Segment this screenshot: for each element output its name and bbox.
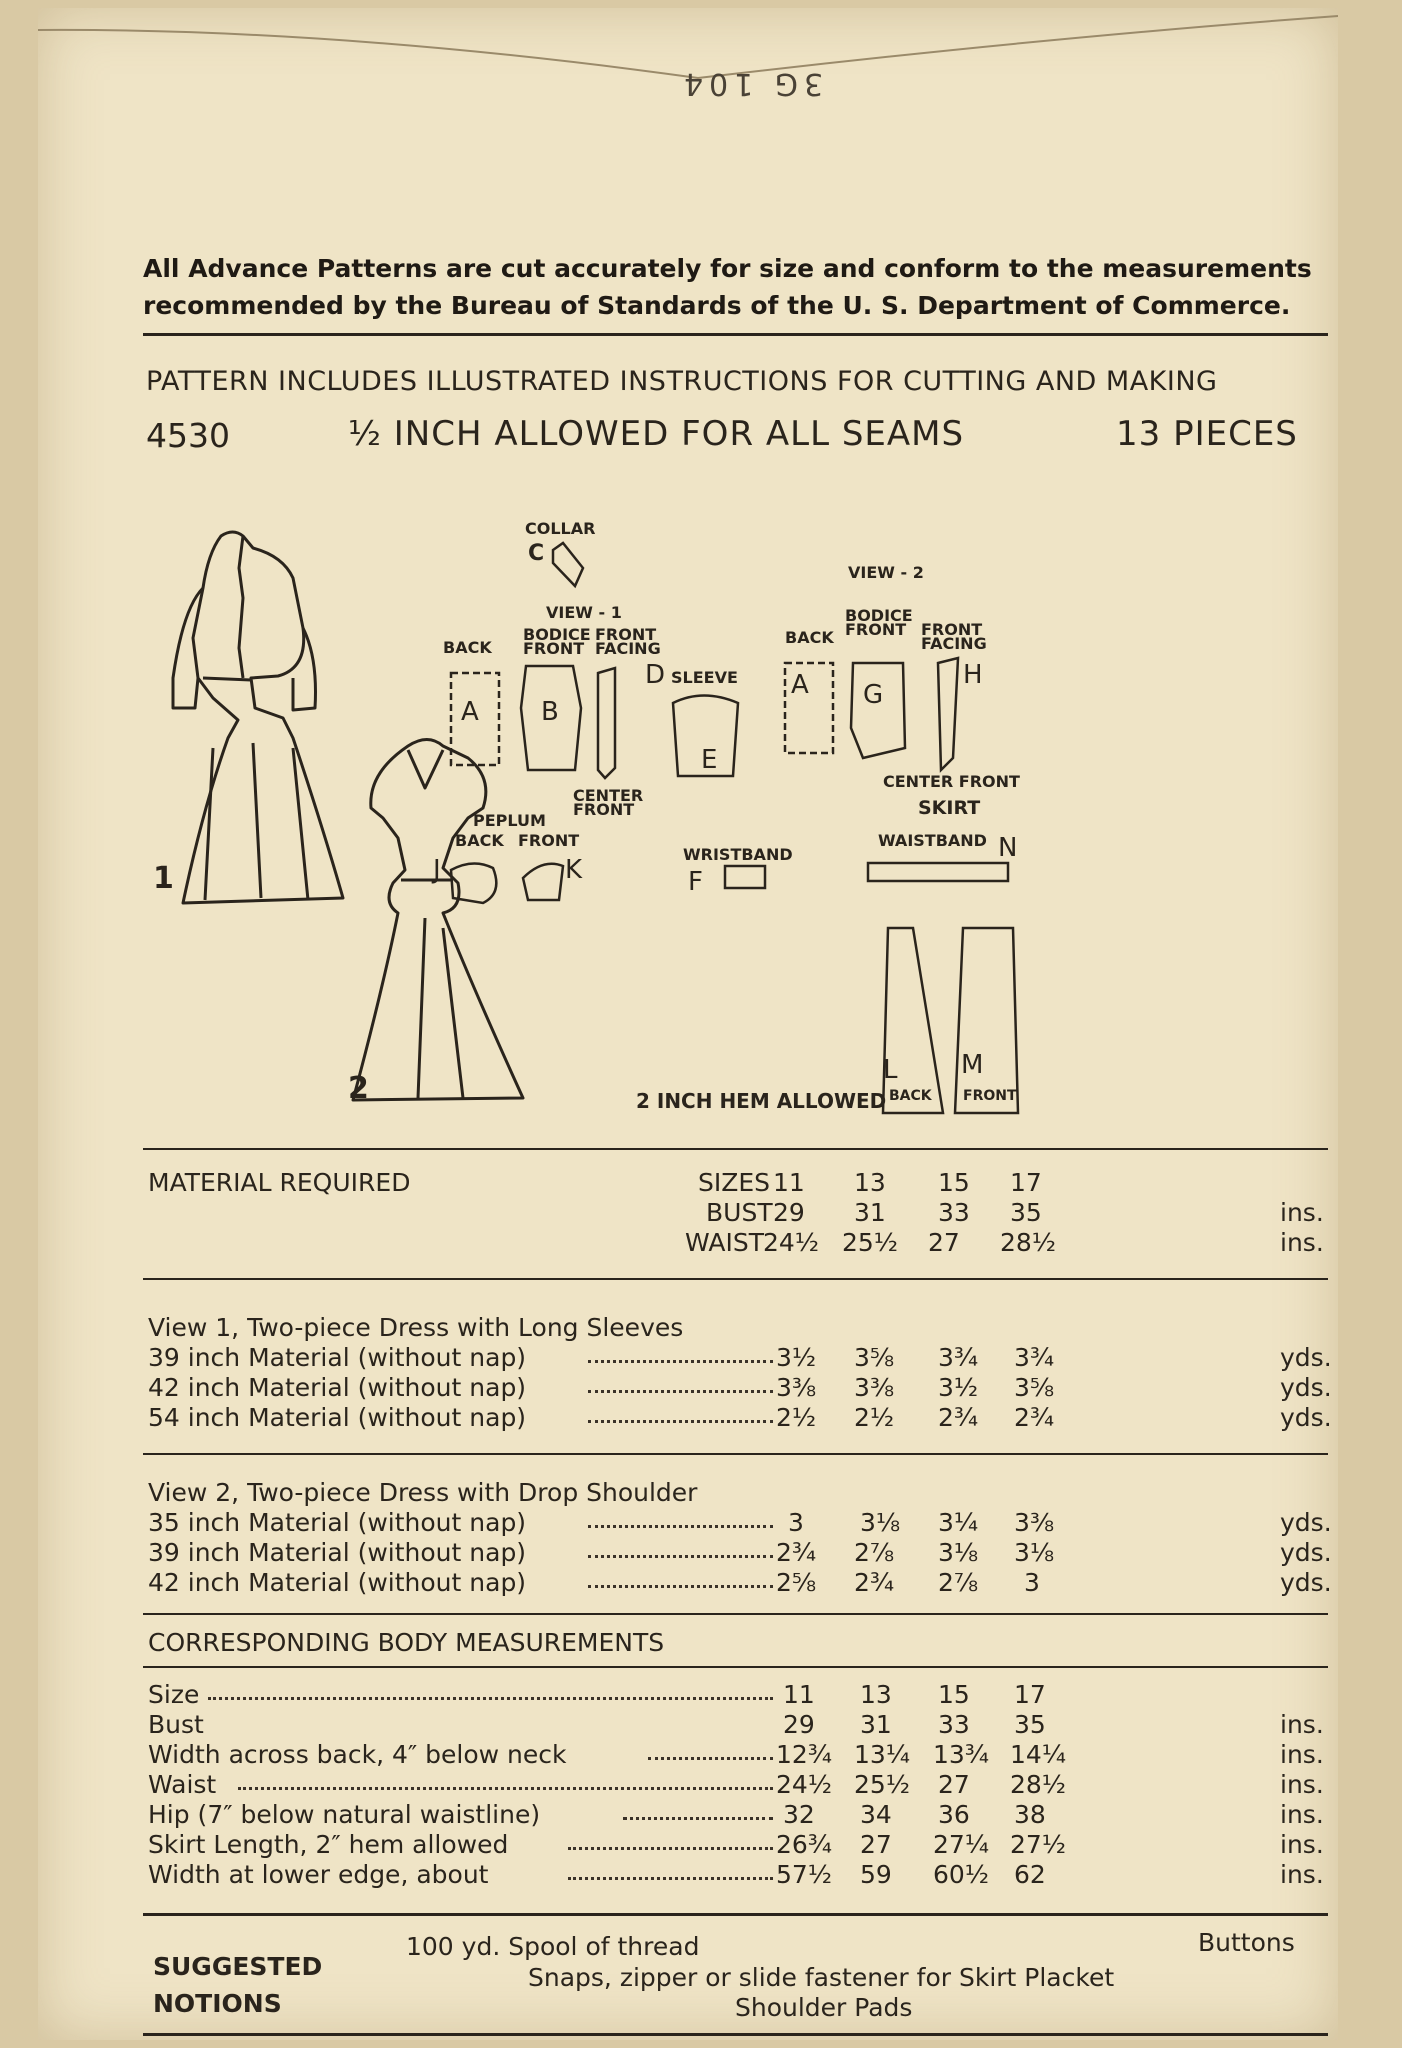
value-cell: 2½ (854, 1403, 895, 1432)
body-row (148, 1830, 1338, 1860)
view-1-label: VIEW - 1 (546, 603, 622, 622)
waist-cell: 24½ (763, 1228, 820, 1257)
peplum-front-label: FRONT (518, 831, 580, 850)
value-cell: 31 (860, 1710, 892, 1739)
view-1-row (148, 1343, 1338, 1373)
row-label: Skirt Length, 2″ hem allowed (148, 1830, 509, 1859)
value-cell: 2⅝ (776, 1568, 817, 1597)
piece-count: 13 PIECES (1116, 414, 1298, 454)
view-2-label: VIEW - 2 (848, 563, 924, 582)
unit: ins. (1280, 1228, 1324, 1257)
value-cell: 27 (860, 1830, 892, 1859)
hem-label: 2 INCH HEM ALLOWED (636, 1089, 887, 1113)
value-cell: 3 (788, 1508, 804, 1537)
divider (143, 1666, 1328, 1668)
peplum-label: PEPLUM (473, 811, 546, 830)
view2-bodice-label: BODICE (845, 606, 913, 625)
standards-statement (143, 250, 1328, 324)
value-cell: 27 (938, 1770, 970, 1799)
body-row (148, 1710, 1338, 1740)
value-cell: 27¼ (933, 1830, 990, 1859)
view1-back-label: BACK (443, 638, 492, 657)
notion-shoulder-pads: Shoulder Pads (735, 1993, 913, 2022)
peplum-back-label: BACK (455, 831, 504, 850)
pattern-envelope-back (38, 8, 1338, 2040)
unit: ins. (1280, 1770, 1324, 1799)
center-label: CENTER (573, 786, 644, 805)
unit: yds. (1280, 1373, 1332, 1402)
piece-letter-n: N (998, 833, 1018, 863)
leader-dots (588, 1420, 773, 1423)
value-cell: 32 (783, 1800, 815, 1829)
value-cell: 3⅝ (1014, 1373, 1055, 1402)
piece-letter-d: D (645, 660, 666, 690)
figure-2-label: 2 (348, 1071, 369, 1106)
view-2-title (148, 1478, 1338, 1508)
value-cell: 3⅝ (854, 1343, 895, 1372)
leader-dots (623, 1817, 773, 1820)
body-row (148, 1800, 1338, 1830)
value-cell: 15 (938, 1680, 970, 1709)
standards-line-1: All Advance Patterns are cut accurately for size and conform to the measurements (143, 254, 1312, 283)
skirt-front-label: FRONT (963, 1088, 1017, 1104)
value-cell: 3½ (776, 1343, 817, 1372)
value-cell: 29 (783, 1710, 815, 1739)
value-cell: 25½ (854, 1770, 911, 1799)
view-2-row (148, 1538, 1338, 1568)
value-cell: 33 (938, 1710, 970, 1739)
piece-letter-b: B (541, 697, 559, 727)
view-2-row (148, 1508, 1338, 1538)
leader-dots (588, 1525, 773, 1528)
row-label: 54 inch Material (without nap) (148, 1403, 527, 1432)
value-cell: 3⅛ (1014, 1538, 1055, 1567)
value-cell: 26¾ (776, 1830, 833, 1859)
value-cell: 3¼ (938, 1508, 979, 1537)
piece-letter-l: L (883, 1055, 898, 1085)
unit: yds. (1280, 1538, 1332, 1567)
value-cell: 2¾ (776, 1538, 817, 1567)
unit: ins. (1280, 1830, 1324, 1859)
divider (143, 1613, 1328, 1615)
value-cell: 13¾ (933, 1740, 990, 1769)
piece-letter-a: A (461, 697, 479, 727)
piece-letter-h: H (963, 660, 983, 690)
row-label: Hip (7″ below natural waistline) (148, 1800, 541, 1829)
value-cell: 34 (860, 1800, 892, 1829)
body-row (148, 1680, 1338, 1710)
size-cell: 15 (938, 1168, 970, 1197)
divider (143, 2033, 1328, 2036)
unit: yds. (1280, 1568, 1332, 1597)
view1-front-label: FRONT (523, 639, 585, 658)
value-cell: 17 (1014, 1680, 1046, 1709)
divider (143, 333, 1328, 336)
leader-dots (588, 1390, 773, 1393)
row-label: Width across back, 4″ below neck (148, 1740, 567, 1769)
unit: yds. (1280, 1403, 1332, 1432)
view2-center-front-label: CENTER FRONT (883, 772, 1020, 791)
unit: yds. (1280, 1343, 1332, 1372)
unit: ins. (1280, 1710, 1324, 1739)
view-1-title (148, 1313, 1338, 1343)
size-cell: 11 (773, 1168, 805, 1197)
value-cell: 38 (1014, 1800, 1046, 1829)
waist-cell: 25½ (842, 1228, 899, 1257)
value-cell: 2¾ (938, 1403, 979, 1432)
skirt-label: SKIRT (918, 797, 981, 819)
material-required-title: MATERIAL REQUIRED (148, 1168, 411, 1197)
size-cell: 17 (1010, 1168, 1042, 1197)
value-cell: 24½ (776, 1770, 833, 1799)
leader-dots (568, 1847, 773, 1850)
row-label: 35 inch Material (without nap) (148, 1508, 527, 1537)
seam-allowance: ½ INCH ALLOWED FOR ALL SEAMS (348, 414, 965, 454)
value-cell: 3¾ (938, 1343, 979, 1372)
value-cell: 11 (783, 1680, 815, 1709)
value-cell: 3 (1024, 1568, 1040, 1597)
skirt-back-label: BACK (889, 1088, 932, 1104)
row-label: 39 inch Material (without nap) (148, 1343, 527, 1372)
value-cell: 35 (1014, 1710, 1046, 1739)
piece-letter-e: E (701, 745, 718, 775)
value-cell: 27½ (1010, 1830, 1067, 1859)
waistband-label: WAISTBAND (878, 831, 987, 850)
view-2-row (148, 1568, 1338, 1598)
view2-back-label: BACK (785, 628, 834, 647)
view2-front-facing-label: FRONT (921, 620, 983, 639)
value-cell: 28½ (1010, 1770, 1067, 1799)
collar-letter: C (528, 541, 545, 566)
body-measurements-title (148, 1628, 1338, 1658)
value-cell: 13¼ (854, 1740, 911, 1769)
view1-bodice-label: BODICE (523, 625, 591, 644)
waist-cell: 28½ (1000, 1228, 1057, 1257)
value-cell: 3⅜ (854, 1373, 895, 1402)
row-label: Width at lower edge, about (148, 1860, 489, 1889)
value-cell: 3⅛ (860, 1508, 901, 1537)
wristband-label: WRISTBAND (683, 845, 793, 864)
leader-dots (208, 1697, 773, 1700)
figure-1-label: 1 (153, 861, 174, 896)
notion-buttons: Buttons (1198, 1928, 1295, 1957)
waist-cell: 27 (928, 1228, 960, 1257)
collar-label: COLLAR (525, 519, 596, 538)
material-bust-row (148, 1198, 1338, 1228)
piece-letter-m: M (961, 1050, 984, 1080)
row-label: Waist (148, 1770, 217, 1799)
piece-letter-a-2: A (791, 670, 809, 700)
value-cell: 57½ (776, 1860, 833, 1889)
leader-dots (568, 1877, 773, 1880)
value-cell: 3⅛ (938, 1538, 979, 1567)
material-sizes-row (148, 1168, 1338, 1198)
value-cell: 13 (860, 1680, 892, 1709)
view-1-row (148, 1373, 1338, 1403)
row-label: Size (148, 1680, 200, 1709)
unit: yds. (1280, 1508, 1332, 1537)
view1-front-facing-label: FRONT (595, 625, 657, 644)
value-cell: 2⅞ (938, 1568, 979, 1597)
value-cell: 62 (1014, 1860, 1046, 1889)
bust-cell: 33 (938, 1198, 970, 1227)
sizes-label: SIZES (698, 1168, 771, 1197)
notions-title-1: SUGGESTED (153, 1952, 323, 1981)
body-row (148, 1860, 1338, 1890)
value-cell: 60½ (933, 1860, 990, 1889)
body-row (148, 1770, 1338, 1800)
bust-cell: 29 (773, 1198, 805, 1227)
value-cell: 2¾ (1014, 1403, 1055, 1432)
value-cell: 12¾ (776, 1740, 833, 1769)
view2-front-label: FRONT (845, 620, 907, 639)
value-cell: 14¼ (1010, 1740, 1067, 1769)
pattern-number: 4530 (146, 416, 230, 455)
leader-dots (588, 1585, 773, 1588)
leader-dots (648, 1757, 773, 1760)
suggested-notions-heading (153, 1948, 322, 2022)
bust-cell: 35 (1010, 1198, 1042, 1227)
unit: ins. (1280, 1860, 1324, 1889)
material-waist-row (148, 1228, 1338, 1258)
unit: ins. (1280, 1740, 1324, 1769)
dress-figure-2 (353, 740, 523, 1101)
bust-label: BUST (706, 1198, 773, 1227)
body-measurements-heading: CORRESPONDING BODY MEASUREMENTS (148, 1628, 665, 1657)
row-label: Bust (148, 1710, 204, 1739)
leader-dots (588, 1555, 773, 1558)
view-1-heading: View 1, Two-piece Dress with Long Sleeves (148, 1313, 684, 1342)
sleeve-label: SLEEVE (671, 668, 738, 687)
stamp-code: 3G 104 (678, 66, 824, 101)
row-label: 42 inch Material (without nap) (148, 1568, 527, 1597)
row-label: 39 inch Material (without nap) (148, 1538, 527, 1567)
unit: ins. (1280, 1800, 1324, 1829)
divider (143, 1913, 1328, 1916)
leader-dots (588, 1360, 773, 1363)
view-1-row (148, 1403, 1338, 1433)
piece-letter-k: K (565, 855, 583, 885)
notions-title-2: NOTIONS (153, 1989, 282, 2018)
view1-facing-label: FACING (595, 639, 661, 658)
piece-letter-j: J (433, 855, 441, 885)
value-cell: 59 (860, 1860, 892, 1889)
center-front-label: FRONT (573, 800, 635, 819)
notion-snaps: Snaps, zipper or slide fastener for Skirt Placket (528, 1963, 1115, 1992)
divider (143, 1453, 1328, 1455)
value-cell: 36 (938, 1800, 970, 1829)
bust-cell: 31 (854, 1198, 886, 1227)
row-label: 42 inch Material (without nap) (148, 1373, 527, 1402)
leader-dots (238, 1787, 773, 1790)
waist-label: WAIST (685, 1228, 764, 1257)
value-cell: 3⅜ (776, 1373, 817, 1402)
notion-thread: 100 yd. Spool of thread (406, 1932, 700, 1961)
divider (143, 1278, 1328, 1280)
value-cell: 3½ (938, 1373, 979, 1402)
value-cell: 2¾ (854, 1568, 895, 1597)
pattern-illustration (143, 508, 1328, 1128)
value-cell: 2⅞ (854, 1538, 895, 1567)
view-2-heading: View 2, Two-piece Dress with Drop Shoulder (148, 1478, 698, 1507)
includes-text: PATTERN INCLUDES ILLUSTRATED INSTRUCTIONS FOR CUTTING AND MAKING (146, 366, 1218, 397)
size-cell: 13 (854, 1168, 886, 1197)
value-cell: 3¾ (1014, 1343, 1055, 1372)
body-row (148, 1740, 1338, 1770)
value-cell: 3⅜ (1014, 1508, 1055, 1537)
dress-figure-1 (173, 532, 343, 903)
value-cell: 2½ (776, 1403, 817, 1432)
piece-letter-f: F (688, 867, 703, 897)
standards-line-2: recommended by the Bureau of Standards of the U. S. Department of Commerce. (143, 291, 1291, 320)
piece-letter-g: G (863, 680, 884, 710)
divider (143, 1148, 1328, 1150)
view2-facing-label: FACING (921, 634, 987, 653)
unit: ins. (1280, 1198, 1324, 1227)
